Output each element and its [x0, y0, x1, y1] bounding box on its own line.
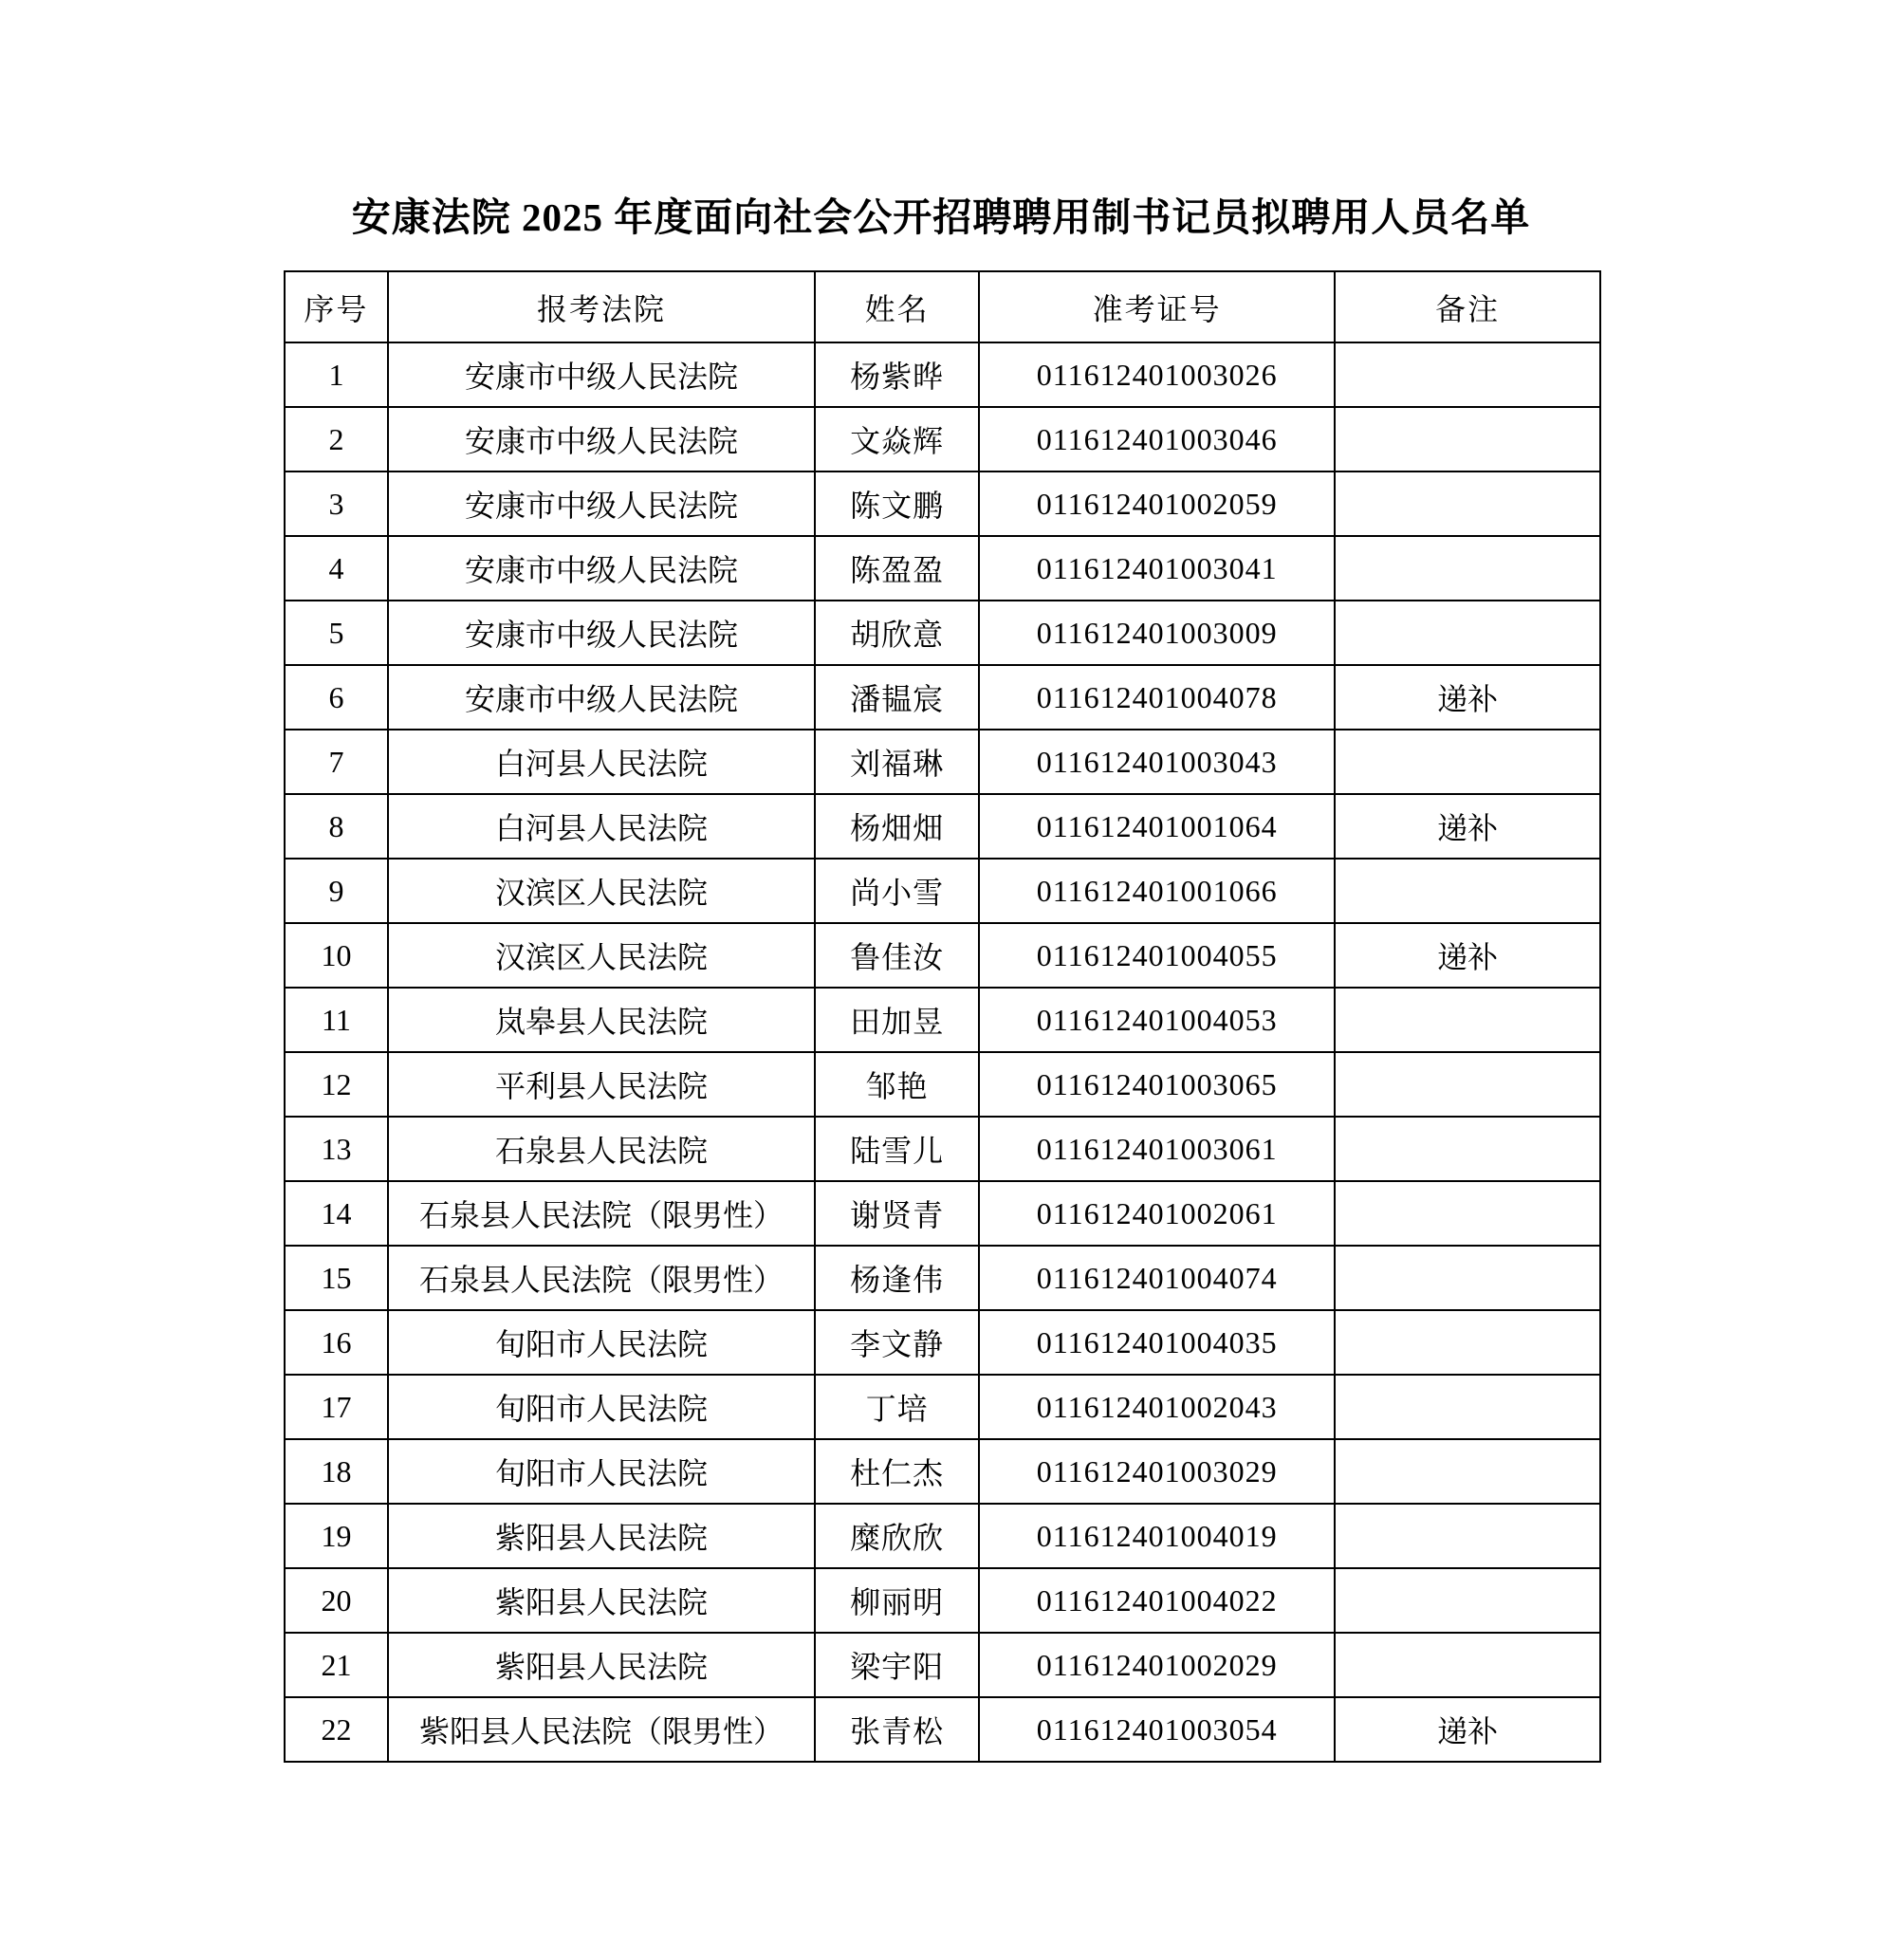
cell-seq: 19: [285, 1504, 388, 1568]
table-row: [285, 794, 1600, 859]
cell-seq: 7: [285, 730, 388, 794]
cell-name: 田加昱: [815, 988, 979, 1052]
table-row: [285, 1181, 1600, 1246]
cell-name: 糜欣欣: [815, 1504, 979, 1568]
cell-name: 文焱辉: [815, 407, 979, 472]
cell-note: [1335, 1181, 1600, 1246]
cell-note: [1335, 407, 1600, 472]
cell-note: [1335, 1504, 1600, 1568]
table-row: [285, 988, 1600, 1052]
personnel-table: [284, 270, 1601, 1763]
cell-note: [1335, 730, 1600, 794]
cell-name: 谢贤青: [815, 1181, 979, 1246]
cell-ticket: 011612401004053: [979, 988, 1335, 1052]
cell-note: 递补: [1335, 794, 1600, 859]
table-row: [285, 342, 1600, 407]
cell-note: [1335, 1052, 1600, 1117]
header-ticket: 准考证号: [979, 271, 1335, 342]
cell-note: [1335, 1633, 1600, 1697]
table-body: [285, 342, 1600, 1762]
cell-court: 石泉县人民法院（限男性）: [388, 1181, 815, 1246]
cell-seq: 17: [285, 1375, 388, 1439]
cell-court: 安康市中级人民法院: [388, 665, 815, 730]
cell-court: 安康市中级人民法院: [388, 472, 815, 536]
cell-note: [1335, 859, 1600, 923]
cell-seq: 14: [285, 1181, 388, 1246]
cell-name: 杨逢伟: [815, 1246, 979, 1310]
cell-ticket: 011612401004074: [979, 1246, 1335, 1310]
cell-name: 鲁佳汝: [815, 923, 979, 988]
cell-seq: 21: [285, 1633, 388, 1697]
cell-court: 汉滨区人民法院: [388, 923, 815, 988]
cell-name: 邹艳: [815, 1052, 979, 1117]
table-row: [285, 1568, 1600, 1633]
cell-seq: 8: [285, 794, 388, 859]
cell-court: 石泉县人民法院（限男性）: [388, 1246, 815, 1310]
cell-seq: 3: [285, 472, 388, 536]
table-row: [285, 665, 1600, 730]
cell-seq: 10: [285, 923, 388, 988]
cell-name: 杨畑畑: [815, 794, 979, 859]
cell-ticket: 011612401003009: [979, 601, 1335, 665]
cell-seq: 4: [285, 536, 388, 601]
cell-court: 旬阳市人民法院: [388, 1439, 815, 1504]
page-title: 安康法院 2025 年度面向社会公开招聘聘用制书记员拟聘用人员名单: [351, 195, 1531, 239]
header-note: 备注: [1335, 271, 1600, 342]
cell-seq: 20: [285, 1568, 388, 1633]
cell-note: [1335, 601, 1600, 665]
cell-ticket: 011612401004035: [979, 1310, 1335, 1375]
cell-court: 石泉县人民法院: [388, 1117, 815, 1181]
cell-name: 张青松: [815, 1697, 979, 1762]
cell-name: 陈盈盈: [815, 536, 979, 601]
table-row: [285, 1052, 1600, 1117]
cell-name: 陈文鹏: [815, 472, 979, 536]
table-row: [285, 1439, 1600, 1504]
roster-table-container: [284, 270, 1601, 1763]
cell-name: 尚小雪: [815, 859, 979, 923]
cell-name: 梁宇阳: [815, 1633, 979, 1697]
cell-note: [1335, 1568, 1600, 1633]
table-row: [285, 1504, 1600, 1568]
cell-ticket: 011612401002061: [979, 1181, 1335, 1246]
cell-ticket: 011612401001064: [979, 794, 1335, 859]
cell-name: 李文静: [815, 1310, 979, 1375]
cell-name: 杨紫晔: [815, 342, 979, 407]
cell-note: 递补: [1335, 923, 1600, 988]
cell-seq: 2: [285, 407, 388, 472]
header-name: 姓名: [815, 271, 979, 342]
header-court: 报考法院: [388, 271, 815, 342]
cell-ticket: 011612401002043: [979, 1375, 1335, 1439]
cell-court: 紫阳县人民法院: [388, 1568, 815, 1633]
cell-ticket: 011612401003061: [979, 1117, 1335, 1181]
table-row: [285, 1633, 1600, 1697]
header-seq: 序号: [285, 271, 388, 342]
cell-court: 紫阳县人民法院（限男性）: [388, 1697, 815, 1762]
cell-name: 潘韫宸: [815, 665, 979, 730]
cell-seq: 6: [285, 665, 388, 730]
cell-ticket: 011612401003043: [979, 730, 1335, 794]
cell-ticket: 011612401004078: [979, 665, 1335, 730]
cell-name: 杜仁杰: [815, 1439, 979, 1504]
cell-seq: 5: [285, 601, 388, 665]
header-row: [285, 271, 1600, 342]
cell-note: [1335, 536, 1600, 601]
cell-ticket: 011612401003026: [979, 342, 1335, 407]
cell-court: 安康市中级人民法院: [388, 601, 815, 665]
table-row: [285, 1310, 1600, 1375]
cell-name: 陆雪儿: [815, 1117, 979, 1181]
cell-ticket: 011612401004055: [979, 923, 1335, 988]
cell-ticket: 011612401003054: [979, 1697, 1335, 1762]
cell-court: 岚皋县人民法院: [388, 988, 815, 1052]
cell-note: [1335, 1375, 1600, 1439]
cell-seq: 11: [285, 988, 388, 1052]
cell-court: 紫阳县人民法院: [388, 1633, 815, 1697]
cell-court: 紫阳县人民法院: [388, 1504, 815, 1568]
cell-note: [1335, 1310, 1600, 1375]
table-row: [285, 1697, 1600, 1762]
cell-court: 旬阳市人民法院: [388, 1375, 815, 1439]
table-row: [285, 1375, 1600, 1439]
cell-name: 丁培: [815, 1375, 979, 1439]
cell-ticket: 011612401002029: [979, 1633, 1335, 1697]
table-row: [285, 1117, 1600, 1181]
cell-name: 柳丽明: [815, 1568, 979, 1633]
cell-seq: 22: [285, 1697, 388, 1762]
cell-seq: 15: [285, 1246, 388, 1310]
cell-name: 刘福琳: [815, 730, 979, 794]
cell-seq: 12: [285, 1052, 388, 1117]
cell-seq: 1: [285, 342, 388, 407]
cell-court: 白河县人民法院: [388, 794, 815, 859]
table-row: [285, 407, 1600, 472]
table-row: [285, 472, 1600, 536]
cell-court: 旬阳市人民法院: [388, 1310, 815, 1375]
cell-note: [1335, 342, 1600, 407]
cell-court: 安康市中级人民法院: [388, 407, 815, 472]
cell-seq: 13: [285, 1117, 388, 1181]
cell-note: [1335, 988, 1600, 1052]
cell-ticket: 011612401002059: [979, 472, 1335, 536]
cell-note: [1335, 1246, 1600, 1310]
table-header: [285, 271, 1600, 342]
cell-note: 递补: [1335, 665, 1600, 730]
cell-note: 递补: [1335, 1697, 1600, 1762]
cell-court: 白河县人民法院: [388, 730, 815, 794]
table-row: [285, 601, 1600, 665]
cell-court: 平利县人民法院: [388, 1052, 815, 1117]
table-row: [285, 1246, 1600, 1310]
cell-ticket: 011612401004022: [979, 1568, 1335, 1633]
cell-note: [1335, 1117, 1600, 1181]
cell-court: 安康市中级人民法院: [388, 536, 815, 601]
cell-ticket: 011612401003065: [979, 1052, 1335, 1117]
cell-court: 汉滨区人民法院: [388, 859, 815, 923]
table-row: [285, 859, 1600, 923]
cell-seq: 18: [285, 1439, 388, 1504]
cell-ticket: 011612401003046: [979, 407, 1335, 472]
cell-seq: 9: [285, 859, 388, 923]
cell-name: 胡欣意: [815, 601, 979, 665]
cell-ticket: 011612401003029: [979, 1439, 1335, 1504]
cell-note: [1335, 1439, 1600, 1504]
cell-ticket: 011612401001066: [979, 859, 1335, 923]
cell-seq: 16: [285, 1310, 388, 1375]
table-row: [285, 536, 1600, 601]
cell-note: [1335, 472, 1600, 536]
cell-ticket: 011612401004019: [979, 1504, 1335, 1568]
table-row: [285, 923, 1600, 988]
table-row: [285, 730, 1600, 794]
cell-ticket: 011612401003041: [979, 536, 1335, 601]
cell-court: 安康市中级人民法院: [388, 342, 815, 407]
